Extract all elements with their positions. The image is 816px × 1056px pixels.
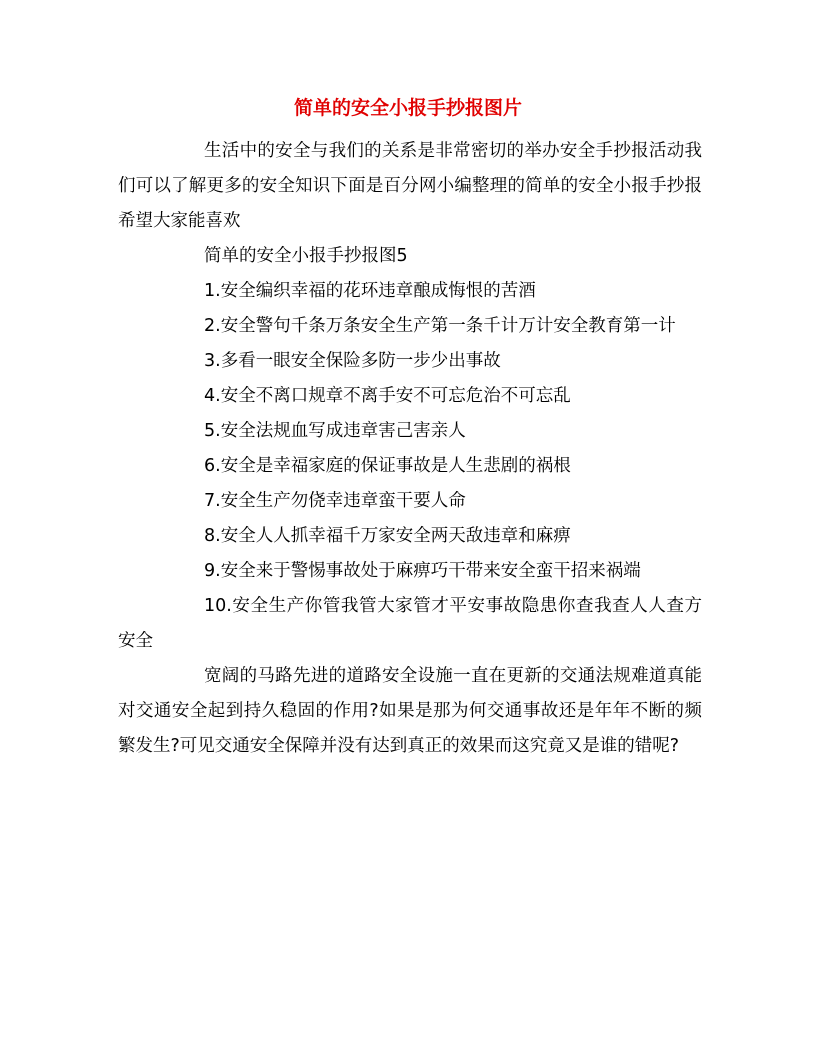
list-item: 8.安全人人抓幸福千万家安全两天敌违章和麻痹 (204, 526, 571, 546)
intro-paragraph: 生活中的安全与我们的关系是非常密切的举办安全手抄报活动我们可以了解更多的安全知识下面是百分网小编整理的简单的安全小报手抄报希望大家能喜欢 (118, 141, 702, 231)
list-item: 3.多看一眼安全保险多防一步少出事故 (204, 351, 501, 371)
list-item: 5.安全法规血写成违章害己害亲人 (204, 421, 466, 441)
list-item: 7.安全生产勿侥幸违章蛮干要人命 (204, 491, 466, 511)
closing-paragraph: 宽阔的马路先进的道路安全设施一直在更新的交通法规难道真能对交通安全起到持久稳固的作用?如果是那为何交通事故还是年年不断的频繁发生?可见交通安全保障并没有达到真正的效果而这究竟又是谁的错呢? (118, 666, 702, 756)
page-title: 简单的安全小报手抄报图片 (293, 97, 522, 119)
list-item: 2.安全警句千条万条安全生产第一条千计万计安全教育第一计 (204, 316, 676, 336)
list-item: 1.安全编织幸福的花环违章酿成悔恨的苦酒 (204, 281, 536, 301)
document-body (118, 134, 702, 764)
list-item: 6.安全是幸福家庭的保证事故是人生悲剧的祸根 (204, 456, 571, 476)
list-item: 4.安全不离口规章不离手安不可忘危治不可忘乱 (204, 386, 571, 406)
subtitle-paragraph: 简单的安全小报手抄报图5 (204, 246, 408, 266)
list-item: 10.安全生产你管我管大家管才平安事故隐患你查我查人人查方安全 (118, 596, 702, 651)
list-item: 9.安全来于警惕事故处于麻痹巧干带来安全蛮干招来祸端 (204, 561, 641, 581)
